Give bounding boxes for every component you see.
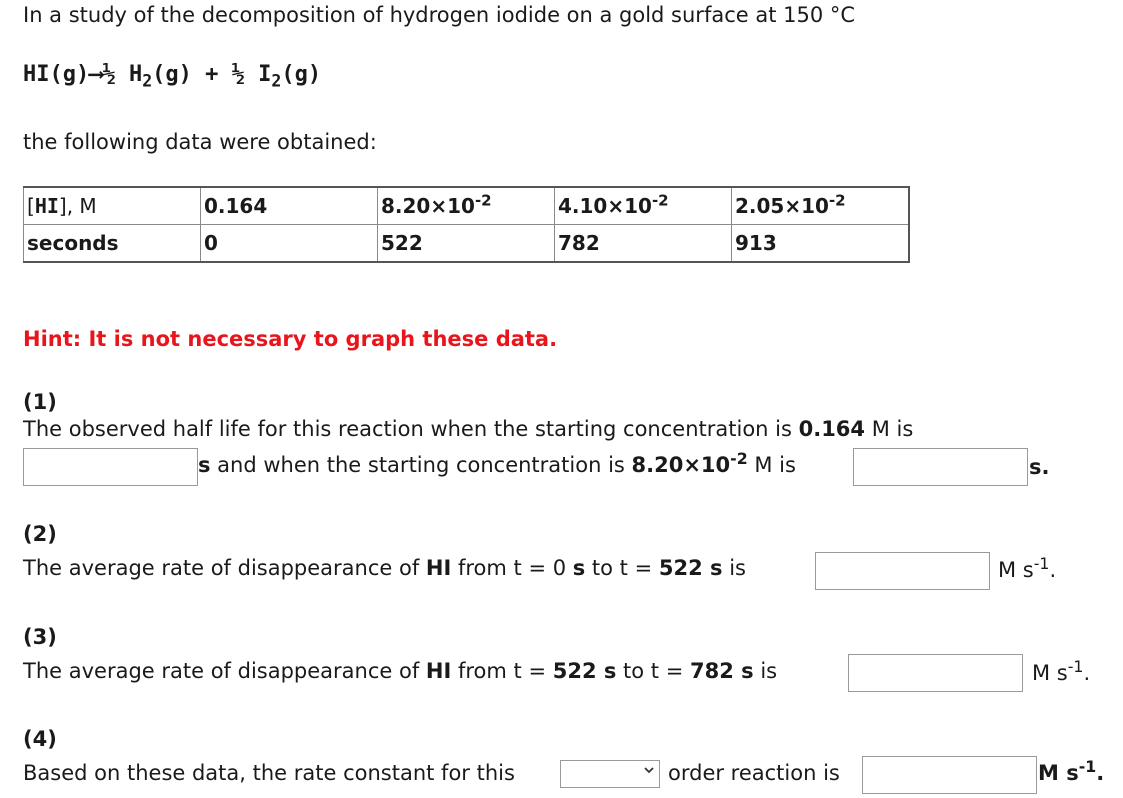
reactant: HI(g)	[23, 62, 90, 87]
species: HI	[34, 194, 59, 218]
bracket: [	[27, 194, 35, 218]
chevron-down-svg	[643, 764, 655, 776]
exponent: -2	[730, 449, 748, 468]
period: .	[1083, 661, 1091, 685]
table-cell: 913	[732, 225, 910, 263]
q1-text	[23, 417, 913, 441]
species: HI	[425, 659, 452, 683]
subscript: 2	[271, 71, 282, 91]
table-cell: 782	[555, 225, 732, 263]
intro-text: In a study of the decomposition of hydrogen iodide on a gold surface at 150 °C	[23, 3, 856, 27]
chevron-down-icon	[643, 764, 655, 780]
time-value: 522 s	[658, 556, 723, 580]
q2-unit	[998, 554, 1057, 582]
period: .	[1041, 455, 1050, 479]
unit: ], M	[58, 194, 97, 218]
period: .	[1049, 558, 1057, 582]
cell-value: 0.164	[204, 194, 268, 218]
q3-text	[23, 659, 777, 683]
unit-seconds: s	[572, 556, 586, 580]
q1-text-b: M is	[865, 417, 914, 441]
subscript: 2	[142, 71, 153, 91]
q2-text-b: from t = 0	[451, 556, 573, 580]
cell-value: 4.10×10	[558, 194, 652, 218]
table-cell	[555, 187, 732, 225]
reaction-equation	[23, 62, 322, 91]
unit-seconds: s	[198, 453, 211, 477]
exponent: -2	[474, 191, 492, 210]
q4-text-b: order reaction is	[668, 761, 840, 785]
period: .	[1096, 761, 1105, 785]
rate-constant-input[interactable]	[862, 756, 1037, 794]
q2-number: (2)	[23, 522, 57, 546]
table-cell	[201, 187, 378, 225]
cell-value: 8.20×10	[381, 194, 475, 218]
unit-seconds: s	[1029, 455, 1042, 479]
q1-unit-2	[1029, 455, 1049, 479]
hint-text: Hint: It is not necessary to graph these data.	[23, 327, 558, 351]
q1-conc2: 8.20×10	[631, 453, 731, 477]
q3-number: (3)	[23, 625, 57, 649]
table-cell	[732, 187, 910, 225]
reaction-arrow-icon: ⟶	[89, 62, 103, 87]
species: HI	[425, 556, 452, 580]
time-value: 522 s	[552, 659, 617, 683]
unit: M s	[1032, 661, 1068, 685]
q2-text-c: to t =	[585, 556, 659, 580]
data-table	[23, 186, 910, 263]
q3-text-c: to t =	[616, 659, 690, 683]
exponent: -1	[1067, 657, 1084, 676]
q1-text-d: M is	[747, 453, 796, 477]
row-label-seconds: seconds	[24, 225, 201, 263]
q4-text-a: Based on these data, the rate constant for this	[23, 761, 515, 785]
half-life-input-2[interactable]	[853, 448, 1028, 486]
row-label-concentration	[24, 187, 201, 225]
product-i2: (g) + ½ I	[152, 62, 272, 87]
half-life-input-1[interactable]	[23, 448, 198, 486]
unit: M s	[1038, 761, 1079, 785]
q4-number: (4)	[23, 727, 57, 751]
q3-unit	[1032, 657, 1091, 685]
q1-text-a: The observed half life for this reaction when the starting concentration is	[23, 417, 799, 441]
q1-conc1: 0.164	[798, 417, 866, 441]
q1-number: (1)	[23, 390, 57, 414]
q1-text-line2	[198, 449, 796, 477]
rate-input-q2[interactable]	[815, 552, 990, 590]
q3-text-a: The average rate of disappearance of	[23, 659, 426, 683]
cell-value: 2.05×10	[735, 194, 829, 218]
time-value: 782 s	[690, 659, 754, 683]
unit: M s	[998, 558, 1034, 582]
q4-unit	[1038, 757, 1105, 785]
table-cell: 0	[201, 225, 378, 263]
q1-text-c: and when the starting concentration is	[210, 453, 632, 477]
order-select[interactable]	[560, 760, 660, 788]
obtained-text: the following data were obtained:	[23, 130, 377, 154]
exponent: -2	[651, 191, 669, 210]
rate-input-q3[interactable]	[848, 654, 1023, 692]
table-row	[24, 187, 910, 225]
exponent: -2	[828, 191, 846, 210]
exponent: -1	[1078, 757, 1097, 776]
table-row	[24, 225, 910, 263]
q3-text-d: is	[753, 659, 778, 683]
product-h2: ½ H	[102, 62, 143, 87]
table-cell	[378, 187, 555, 225]
table-cell: 522	[378, 225, 555, 263]
q2-text-a: The average rate of disappearance of	[23, 556, 426, 580]
exponent: -1	[1033, 554, 1050, 573]
q3-text-b: from t =	[451, 659, 553, 683]
phase: (g)	[281, 62, 322, 87]
q2-text	[23, 556, 746, 580]
q2-text-d: is	[722, 556, 746, 580]
